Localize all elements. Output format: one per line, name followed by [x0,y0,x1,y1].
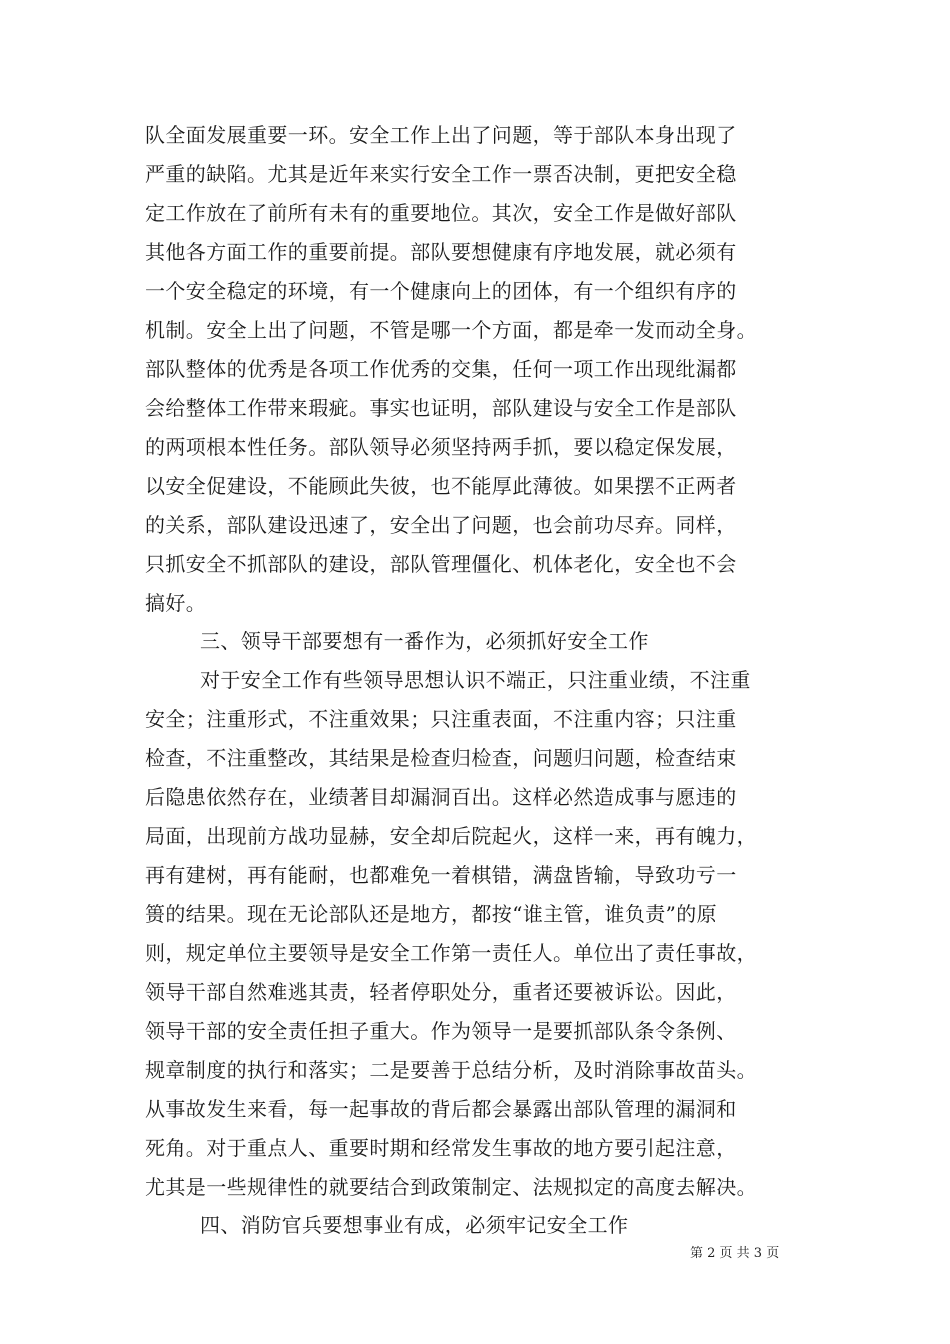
text-line: 以安全促建设，不能顾此失彼，也不能厚此薄彼。如果摆不正两者 [145,474,737,498]
text-line: 则，规定单位主要领导是安全工作第一责任人。单位出了责任事故， [145,941,757,965]
section-heading: 四、消防官兵要想事业有成，必须牢记安全工作 [200,1213,629,1237]
text-line: 队全面发展重要一环。安全工作上出了问题，等于部队本身出现了 [145,123,737,147]
text-line: 定工作放在了前所有未有的重要地位。其次，安全工作是做好部队 [145,201,737,225]
text-line: 会给整体工作带来瑕疵。事实也证明，部队建设与安全工作是部队 [145,396,737,420]
text-line: 领导干部自然难逃其责，轻者停职处分，重者还要被诉讼。因此， [145,980,737,1004]
text-line: 对于安全工作有些领导思想认识不端正，只注重业绩，不注重 [200,668,751,692]
text-line: 严重的缺陷。尤其是近年来实行安全工作一票否决制，更把安全稳 [145,162,737,186]
text-line: 一个安全稳定的环境，有一个健康向上的团体，有一个组织有序的 [145,279,737,303]
text-line: 局面，出现前方战功显赫，安全却后院起火，这样一来，再有魄力， [145,824,757,848]
section-heading: 三、领导干部要想有一番作为，必须抓好安全工作 [200,629,649,653]
text-line: 的关系，部队建设迅速了，安全出了问题，也会前功尽弃。同样， [145,513,737,537]
text-line: 搞好。 [145,591,207,615]
text-line: 只抓安全不抓部队的建设，部队管理僵化、机体老化，安全也不会 [145,552,737,576]
text-line: 安全；注重形式，不注重效果；只注重表面，不注重内容；只注重 [145,707,737,731]
text-line: 尤其是一些规律性的就要结合到政策制定、法规拟定的高度去解决。 [145,1175,757,1199]
text-line: 死角。对于重点人、重要时期和经常发生事故的地方要引起注意， [145,1136,737,1160]
text-line: 部队整体的优秀是各项工作优秀的交集，任何一项工作出现纰漏都 [145,357,737,381]
page-number: 第 2 页 共 3 页 [690,1246,780,1261]
text-line: 从事故发生来看，每一起事故的背后都会暴露出部队管理的漏洞和 [145,1097,737,1121]
text-line: 领导干部的安全责任担子重大。作为领导一是要抓部队条令条例、 [145,1019,737,1043]
text-line: 检查，不注重整改，其结果是检查归检查，问题归问题，检查结束 [145,746,737,770]
text-line: 篑的结果。现在无论部队还是地方，都按“谁主管，谁负责”的原 [145,902,718,926]
text-line: 机制。安全上出了问题，不管是哪一个方面，都是牵一发而动全身。 [145,318,757,342]
text-line: 其他各方面工作的重要前提。部队要想健康有序地发展，就必须有 [145,240,737,264]
text-line: 规章制度的执行和落实；二是要善于总结分析，及时消除事故苗头。 [145,1058,757,1082]
text-line: 再有建树，再有能耐，也都难免一着棋错，满盘皆输，导致功亏一 [145,863,737,887]
text-line: 的两项根本性任务。部队领导必须坚持两手抓，要以稳定保发展， [145,435,737,459]
text-line: 后隐患依然存在，业绩著目却漏洞百出。这样必然造成事与愿违的 [145,785,737,809]
